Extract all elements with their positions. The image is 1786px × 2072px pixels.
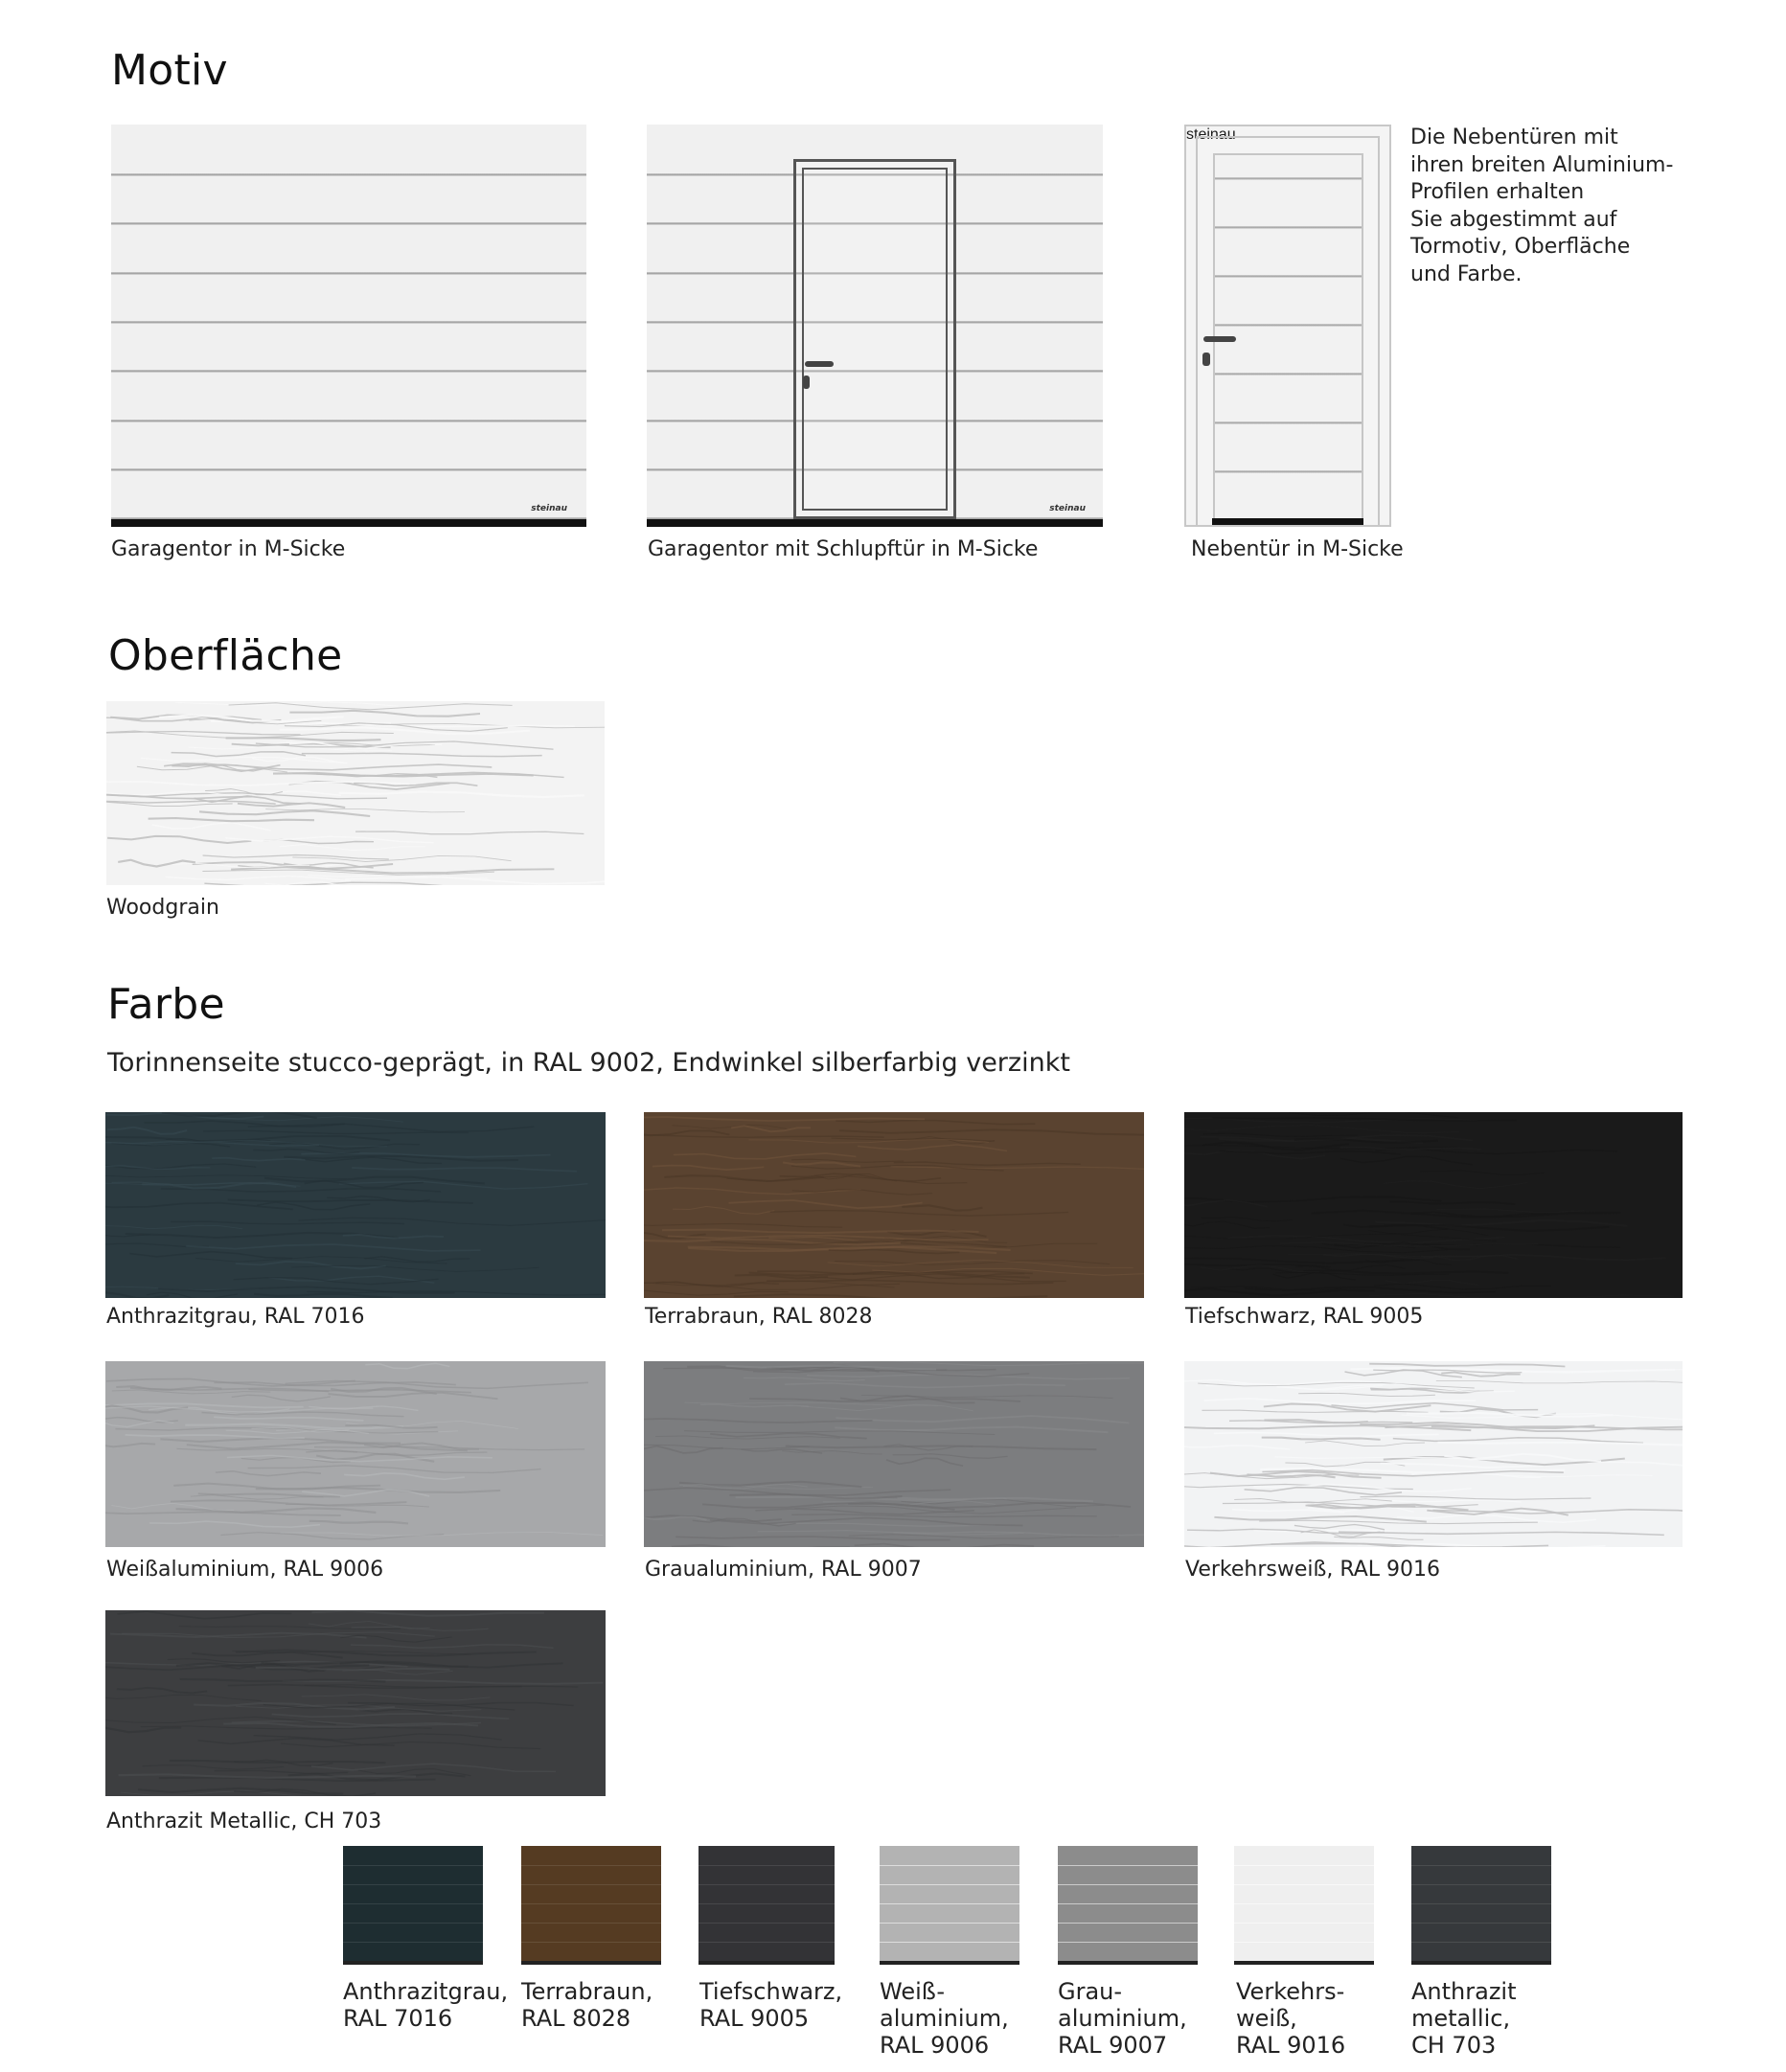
caption-garagentor-schlupftuer: Garagentor mit Schlupftür in M-Sicke <box>648 537 1039 561</box>
panel-groove <box>1215 275 1362 278</box>
section-title-oberflaeche: Oberfläche <box>108 631 343 680</box>
mini-door-bottom-seal <box>521 1961 661 1965</box>
door-bottom-seal <box>647 519 1103 527</box>
panel-groove <box>111 321 586 324</box>
mini-door-groove <box>521 1884 661 1885</box>
mini-door-bottom-seal <box>698 1961 835 1965</box>
mini-door-color-5 <box>1058 1846 1198 1965</box>
color-swatch-terrabraun <box>644 1112 1144 1298</box>
panel-groove <box>1215 324 1362 327</box>
farbe-subtitle: Torinnenseite stucco-geprägt, in RAL 9002, Endwinkel silberfarbig verzinkt <box>107 1048 1070 1078</box>
mini-door-groove <box>1058 1923 1198 1924</box>
woodgrain-surface-swatch <box>106 701 605 885</box>
mini-door-groove <box>521 1903 661 1904</box>
color-swatch-graualuminium <box>644 1361 1144 1547</box>
mini-door-groove <box>1058 1942 1198 1943</box>
mini-door-caption-7: Anthrazit metallic, CH 703 <box>1411 1978 1517 2059</box>
color-swatch-anthrazitgrau <box>105 1112 606 1298</box>
lock-cylinder-icon <box>1202 353 1210 366</box>
mini-door-bottom-seal <box>1234 1961 1374 1965</box>
caption-woodgrain: Woodgrain <box>106 896 219 920</box>
mini-door-groove <box>1058 1865 1198 1866</box>
mini-door-groove <box>1234 1923 1374 1924</box>
color-swatch-anthrazit-metallic <box>105 1610 606 1796</box>
mini-door-groove <box>1411 1923 1551 1924</box>
mini-door-color-6 <box>1234 1846 1374 1965</box>
panel-groove <box>1215 373 1362 376</box>
mini-door-color-7 <box>1411 1846 1551 1965</box>
color-swatch-tiefschwarz <box>1184 1112 1683 1298</box>
mini-door-groove <box>521 1865 661 1866</box>
mini-door-groove <box>343 1923 483 1924</box>
panel-groove <box>111 272 586 275</box>
brand-mark: steinau <box>1049 504 1086 513</box>
panel-groove <box>111 420 586 422</box>
panel-groove <box>111 370 586 373</box>
brand-mark: steinau <box>531 504 567 513</box>
mini-door-groove <box>1234 1903 1374 1904</box>
wicket-door-frame <box>802 168 948 511</box>
color-swatch-weissaluminium <box>105 1361 606 1547</box>
mini-door-groove <box>1058 1903 1198 1904</box>
mini-door-groove <box>698 1942 835 1943</box>
mini-door-groove <box>1058 1884 1198 1885</box>
mini-door-groove <box>880 1884 1019 1885</box>
panel-groove <box>111 222 586 225</box>
mini-door-color-2 <box>521 1846 661 1965</box>
mini-door-caption-3: Tiefschwarz, RAL 9005 <box>699 1978 843 2032</box>
mini-door-groove <box>521 1942 661 1943</box>
wicket-door <box>793 159 956 519</box>
panel-groove <box>1215 421 1362 424</box>
caption-weissaluminium: Weißaluminium, RAL 9006 <box>106 1558 384 1582</box>
caption-verkehrsweiss: Verkehrsweiß, RAL 9016 <box>1185 1558 1441 1582</box>
mini-door-groove <box>880 1865 1019 1866</box>
panel-groove <box>111 173 586 176</box>
mini-door-bottom-seal <box>1411 1961 1551 1965</box>
mini-door-groove <box>1234 1884 1374 1885</box>
mini-door-groove <box>343 1903 483 1904</box>
mini-door-color-4 <box>880 1846 1019 1965</box>
mini-door-groove <box>1411 1942 1551 1943</box>
caption-garagentor: Garagentor in M-Sicke <box>111 537 346 561</box>
mini-door-groove <box>1411 1884 1551 1885</box>
mini-door-groove <box>1234 1942 1374 1943</box>
panel-groove <box>111 468 586 471</box>
mini-door-groove <box>698 1923 835 1924</box>
mini-door-groove <box>698 1903 835 1904</box>
lock-cylinder-icon <box>803 376 810 389</box>
mini-door-caption-5: Grau- aluminium, RAL 9007 <box>1058 1978 1187 2059</box>
caption-anthrazit-metallic: Anthrazit Metallic, CH 703 <box>106 1810 382 1833</box>
mini-door-groove <box>521 1923 661 1924</box>
mini-door-groove <box>343 1942 483 1943</box>
mini-door-caption-6: Verkehrs- weiß, RAL 9016 <box>1236 1978 1346 2059</box>
mini-door-caption-2: Terrabraun, RAL 8028 <box>521 1978 653 2032</box>
mini-door-groove <box>698 1884 835 1885</box>
mini-door-groove <box>343 1884 483 1885</box>
mini-door-groove <box>1411 1903 1551 1904</box>
door-bottom-seal <box>111 519 586 527</box>
caption-terrabraun: Terrabraun, RAL 8028 <box>645 1305 873 1329</box>
mini-door-groove <box>880 1942 1019 1943</box>
panel-groove <box>1215 177 1362 180</box>
mini-door-bottom-seal <box>343 1961 483 1965</box>
section-title-motiv: Motiv <box>111 46 228 95</box>
mini-door-groove <box>343 1865 483 1866</box>
mini-door-caption-1: Anthrazitgrau, RAL 7016 <box>343 1978 509 2032</box>
panel-groove <box>1215 470 1362 473</box>
mini-door-caption-4: Weiß- aluminium, RAL 9006 <box>880 1978 1009 2059</box>
caption-anthrazitgrau: Anthrazitgrau, RAL 7016 <box>106 1305 365 1329</box>
garage-door-with-wicket-image <box>647 125 1103 527</box>
door-handle-icon <box>1203 336 1236 342</box>
brand-mark: steinau <box>1186 126 1236 143</box>
mini-door-bottom-seal <box>880 1961 1019 1965</box>
mini-door-color-1 <box>343 1846 483 1965</box>
side-door-image <box>1184 125 1391 527</box>
caption-graualuminium: Graualuminium, RAL 9007 <box>645 1558 922 1582</box>
mini-door-bottom-seal <box>1058 1961 1198 1965</box>
color-swatch-verkehrsweiss <box>1184 1361 1683 1547</box>
mini-door-groove <box>1411 1865 1551 1866</box>
garage-door-image <box>111 125 586 527</box>
panel-groove <box>1215 226 1362 229</box>
side-door-description: Die Nebentüren mit ihren breiten Aluminium- Profilen erhalten Sie abgestimmt auf Tormotiv, Oberfläche und Farbe. <box>1410 125 1674 286</box>
mini-door-groove <box>1234 1865 1374 1866</box>
section-title-farbe: Farbe <box>107 980 225 1029</box>
caption-nebentuer: Nebentür in M-Sicke <box>1191 537 1404 561</box>
caption-tiefschwarz: Tiefschwarz, RAL 9005 <box>1185 1305 1424 1329</box>
mini-door-groove <box>880 1923 1019 1924</box>
mini-door-color-3 <box>698 1846 835 1965</box>
mini-door-groove <box>880 1903 1019 1904</box>
mini-door-groove <box>698 1865 835 1866</box>
door-bottom-seal <box>1212 518 1363 525</box>
door-handle-icon <box>805 361 834 367</box>
